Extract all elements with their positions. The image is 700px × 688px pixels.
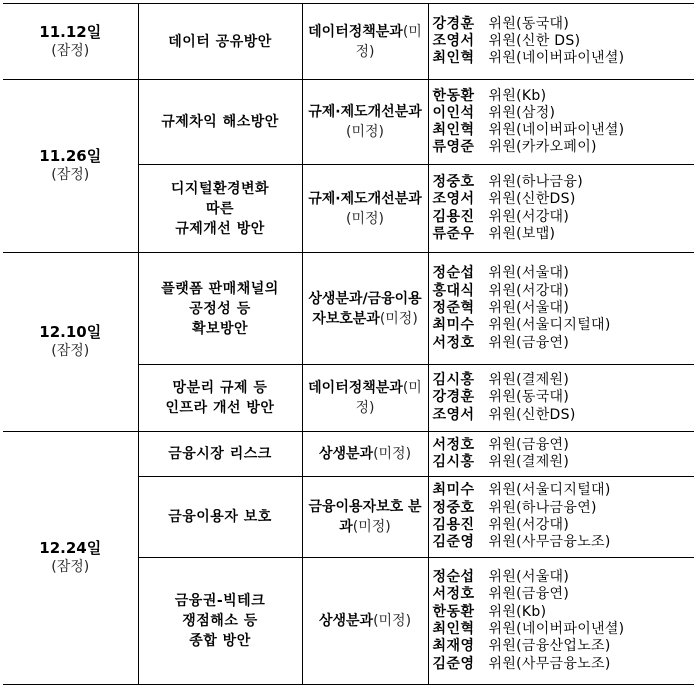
member-name: 강경훈: [432, 15, 475, 32]
member-name: 조영서: [432, 191, 475, 208]
table-row: [3, 80, 694, 165]
division-note: (미정): [352, 518, 391, 535]
meeting-date-cell: [3, 80, 138, 253]
member-role: 위원(네이버파이낸셜): [488, 122, 625, 139]
topic-cell: [138, 252, 302, 364]
members-cell: [428, 365, 694, 432]
member-item: [433, 500, 692, 517]
topic-title-line: 망분리 규제 등: [172, 380, 268, 397]
division-cell: [302, 557, 428, 684]
division-name: 상생분과: [318, 445, 374, 462]
division-cell: [302, 365, 428, 432]
member-item: [433, 621, 692, 638]
meeting-date-note: (잠정): [51, 558, 90, 575]
member-item: [433, 372, 692, 389]
member-item: [433, 283, 692, 300]
topic-title-line: 따른: [205, 200, 235, 217]
schedule-table: [3, 3, 694, 685]
meeting-date: 12.24일: [39, 538, 102, 557]
division-name: 상생분과: [318, 612, 374, 629]
member-role: 위원(하나금융연): [488, 499, 597, 516]
member-role: 위원(서울디지털대): [488, 482, 611, 499]
meeting-date: 12.10일: [39, 322, 102, 341]
member-role: 위원(서강대): [488, 282, 570, 299]
member-name: 정준혁: [432, 299, 475, 316]
member-name: 정중호: [432, 174, 475, 190]
member-role: 위원(서강대): [488, 516, 570, 533]
member-name: 김준영: [432, 534, 475, 551]
member-name: 한동환: [432, 603, 475, 620]
member-item: [433, 88, 692, 105]
topic-cell: [138, 80, 302, 165]
member-name: 서정호: [432, 436, 475, 453]
members-cell: [428, 80, 694, 165]
member-item: [433, 656, 692, 673]
topic-title-line: 금융이용자 보호: [168, 508, 272, 525]
member-role: 위원(하나금융): [488, 174, 583, 190]
topic-title-line: 확보방안: [191, 320, 249, 337]
member-item: [433, 50, 692, 67]
member-name: 김시홍: [432, 372, 475, 389]
topic-title-line: 금융시장 리스크: [168, 445, 272, 462]
meeting-date-cell: [3, 4, 138, 80]
member-name: 정순섭: [432, 265, 475, 282]
member-role: 위원(신한 DS): [488, 32, 581, 49]
member-name: 최인혁: [432, 122, 475, 139]
member-item: [433, 437, 692, 454]
member-role: 위원(삼정): [488, 104, 556, 121]
members-cell: [428, 4, 694, 80]
member-name: 김준영: [432, 655, 475, 672]
topic-cell: [138, 557, 302, 684]
member-role: 위원(금융연): [488, 586, 570, 603]
member-name: 최인혁: [432, 50, 475, 67]
meeting-date-note: (잠정): [51, 42, 90, 59]
member-role: 위원(네이버파이낸셜): [488, 620, 625, 637]
member-name: 류영준: [432, 139, 475, 156]
member-name: 정중호: [432, 499, 475, 516]
member-item: [433, 604, 692, 621]
division-cell: [302, 431, 428, 476]
members-cell: [428, 476, 694, 557]
division-cell: [302, 476, 428, 557]
meeting-date-note: (잠정): [51, 166, 90, 183]
division-note: (미정): [346, 124, 384, 141]
member-role: 위원(서강대): [488, 208, 570, 225]
division-note: (미정): [373, 612, 412, 629]
member-name: 김용진: [432, 516, 475, 533]
member-item: [433, 335, 692, 352]
table-row: [3, 431, 694, 476]
member-item: [433, 638, 692, 655]
member-item: [433, 482, 692, 499]
member-name: 최미수: [432, 317, 475, 334]
members-cell: [428, 431, 694, 476]
member-role: 위원(카카오페이): [488, 139, 597, 156]
member-name: 조영서: [432, 406, 475, 423]
member-item: [433, 407, 692, 424]
member-item: [433, 191, 692, 208]
member-item: [433, 139, 692, 156]
member-name: 서정호: [432, 334, 475, 351]
topic-title-line: 규제개선 방안: [175, 220, 265, 237]
meeting-date-cell: [3, 252, 138, 431]
member-role: 위원(서울대): [488, 265, 570, 282]
member-name: 최재영: [432, 638, 475, 655]
member-item: [433, 300, 692, 317]
member-role: 위원(Kb): [488, 603, 547, 620]
member-role: 위원(금융연): [488, 436, 570, 453]
member-role: 위원(신한DS): [488, 406, 576, 423]
topic-title-line: 규제차익 해소방안: [161, 114, 279, 131]
member-item: [433, 454, 692, 471]
member-item: [433, 174, 692, 191]
member-role: 위원(결제원): [488, 372, 570, 389]
member-role: 위원(서울대): [488, 569, 570, 586]
division-cell: [302, 252, 428, 364]
topic-cell: [138, 165, 302, 252]
division-name: 규제·제도개선분과: [308, 190, 422, 207]
member-item: [433, 569, 692, 586]
member-item: [433, 317, 692, 334]
division-note: (미정): [355, 380, 422, 417]
member-name: 이인석: [432, 104, 475, 121]
topic-cell: [138, 4, 302, 80]
member-item: [433, 122, 692, 139]
member-role: 위원(동국대): [488, 389, 570, 406]
member-role: 위원(네이버파이낸셜): [488, 50, 625, 67]
member-role: 위원(서울디지털대): [488, 317, 611, 334]
member-name: 류준우: [432, 225, 475, 242]
member-item: [433, 517, 692, 534]
table-row: [3, 252, 694, 364]
member-name: 홍대식: [432, 282, 475, 299]
member-role: 위원(Kb): [488, 87, 547, 104]
division-note: (미정): [379, 310, 418, 327]
member-role: 위원(보맵): [488, 225, 556, 242]
division-cell: [302, 165, 428, 252]
member-item: [433, 265, 692, 282]
division-name: 금융이용자보호 분과: [308, 498, 422, 535]
member-name: 최인혁: [432, 620, 475, 637]
meeting-date: 11.12일: [39, 22, 102, 41]
member-role: 위원(결제원): [488, 453, 570, 470]
division-name: 데이터정책분과: [308, 23, 403, 40]
topic-title-line: 인프라 개선 방안: [165, 400, 275, 417]
member-item: [433, 33, 692, 50]
topic-title-line: 공정성 등: [189, 300, 251, 317]
members-cell: [428, 252, 694, 364]
member-name: 강경훈: [432, 389, 475, 406]
meeting-date-note: (잠정): [51, 342, 90, 359]
member-role: 위원(금융연): [488, 334, 570, 351]
division-note: (미정): [346, 210, 384, 227]
topic-title-line: 쟁점해소 등: [182, 612, 258, 629]
member-name: 김용진: [432, 208, 475, 225]
member-name: 정순섭: [432, 569, 475, 586]
members-cell: [428, 165, 694, 252]
member-item: [433, 209, 692, 226]
member-role: 위원(신한DS): [488, 191, 576, 208]
member-item: [433, 389, 692, 406]
topic-title-line: 금융권-빅테크: [174, 592, 266, 609]
member-item: [433, 226, 692, 243]
member-role: 위원(서울대): [488, 299, 570, 316]
member-item: [433, 105, 692, 122]
member-name: 조영서: [432, 32, 475, 49]
member-name: 최미수: [432, 482, 475, 499]
division-cell: [302, 80, 428, 165]
member-role: 위원(동국대): [488, 15, 570, 32]
table-row: [3, 4, 694, 80]
topic-title-line: 디지털환경변화: [170, 180, 270, 197]
division-name: 상생분과/금융이용자보호분과: [308, 290, 422, 327]
division-name: 데이터정책분과: [308, 380, 403, 397]
member-role: 위원(금융산업노조): [488, 638, 611, 655]
member-item: [433, 16, 692, 33]
member-name: 한동환: [432, 87, 475, 104]
division-note: (미정): [373, 445, 412, 462]
member-role: 위원(사무금융노조): [488, 655, 611, 672]
meeting-date: 11.26일: [39, 146, 102, 165]
meeting-date-cell: [3, 431, 138, 684]
member-item: [433, 586, 692, 603]
members-cell: [428, 557, 694, 684]
member-item: [433, 534, 692, 551]
division-cell: [302, 4, 428, 80]
member-name: 김시홍: [432, 453, 475, 470]
topic-cell: [138, 476, 302, 557]
topic-cell: [138, 365, 302, 432]
topic-title-line: 데이터 공유방안: [168, 33, 272, 50]
division-name: 규제·제도개선분과: [308, 104, 422, 121]
topic-title-line: 종합 방안: [189, 632, 251, 649]
topic-cell: [138, 431, 302, 476]
member-role: 위원(사무금융노조): [488, 534, 611, 551]
topic-title-line: 플랫폼 판매채널의: [161, 280, 279, 297]
division-note: (미정): [355, 23, 422, 60]
member-name: 서정호: [432, 586, 475, 603]
